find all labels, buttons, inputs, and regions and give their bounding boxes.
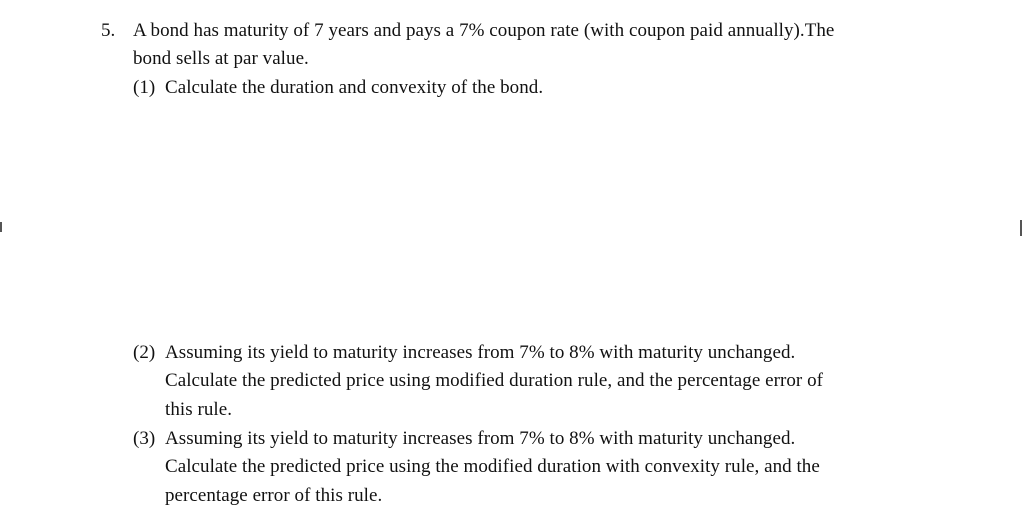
- part-3-line-3: percentage error of this rule.: [165, 485, 383, 506]
- part-2-line-1: Assuming its yield to maturity increases from 7% to 8% with maturity unchanged.: [165, 342, 796, 363]
- part-1-line-1: Calculate the duration and convexity of the bond.: [165, 77, 544, 98]
- part-1-label: (1): [133, 77, 156, 98]
- question-stem-line-1: A bond has maturity of 7 years and pays a 7% coupon rate (with coupon paid annually).The: [133, 20, 835, 41]
- question-number: 5.: [101, 20, 116, 41]
- part-3-line-2: Calculate the predicted price using the modified duration with convexity rule, and the: [165, 456, 820, 477]
- question-stem-line-2: bond sells at par value.: [133, 48, 309, 69]
- part-2-label: (2): [133, 342, 156, 363]
- right-edge-mark: [1020, 220, 1022, 236]
- part-3-line-1: Assuming its yield to maturity increases from 7% to 8% with maturity unchanged.: [165, 428, 796, 449]
- part-2-line-2: Calculate the predicted price using modified duration rule, and the percentage error of: [165, 370, 823, 391]
- part-3-label: (3): [133, 428, 156, 449]
- part-2-line-3: this rule.: [165, 399, 232, 420]
- left-edge-mark: [0, 222, 2, 232]
